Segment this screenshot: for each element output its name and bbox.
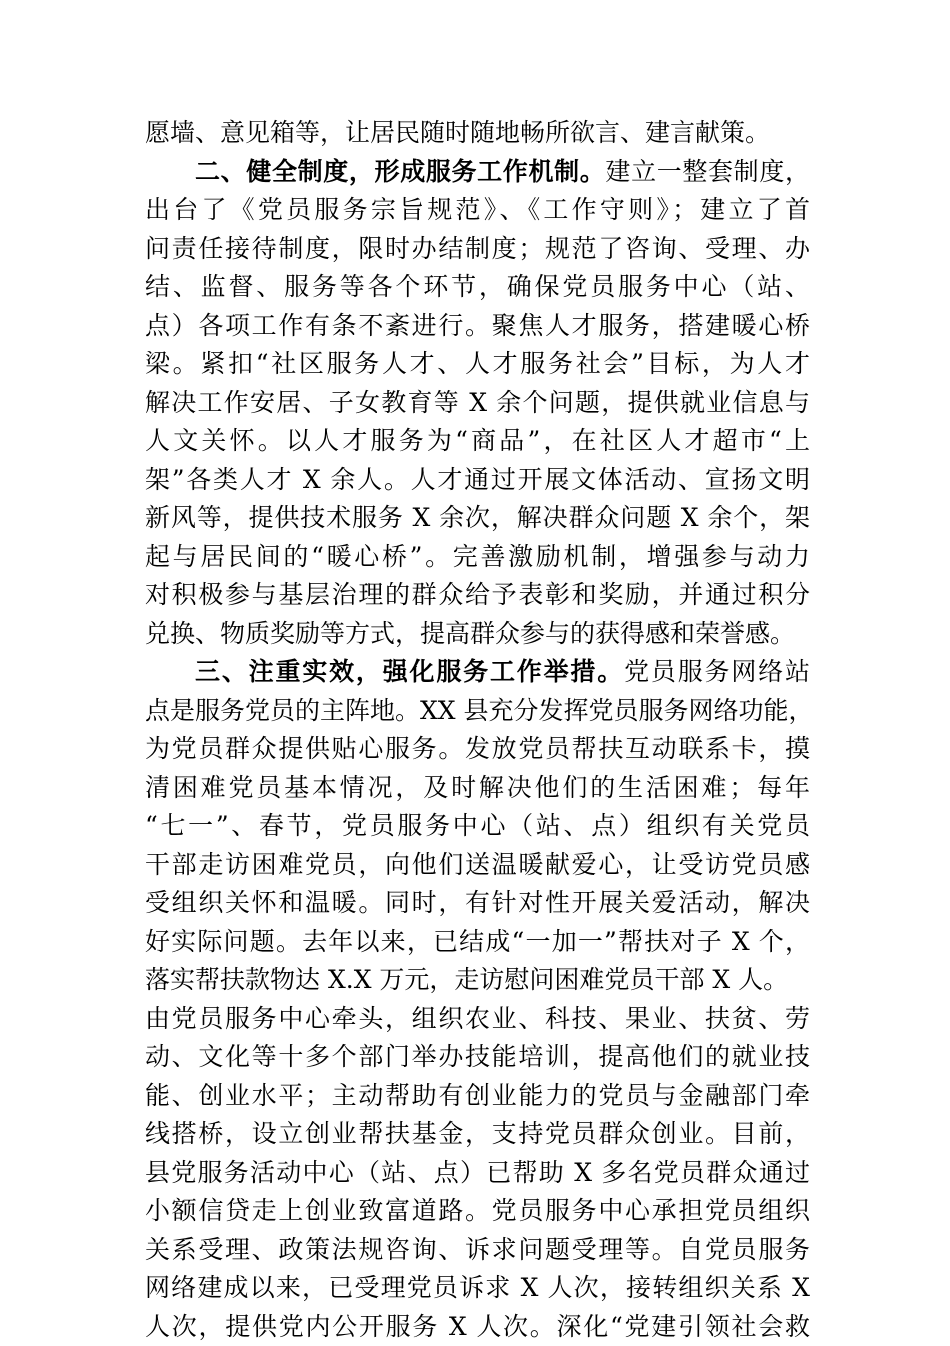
paragraph-line: 为党员群众提供贴心服务。发放党员帮扶互动联系卡，摸 — [145, 730, 810, 769]
paragraph-line: 人文关怀。以人才服务为“商品”，在社区人才超市“上 — [145, 422, 810, 461]
section-three-lead-text: 党员服务网络站 — [624, 657, 810, 686]
paragraph-line: 受组织关怀和温暖。同时，有针对性开展关爱活动，解决 — [145, 884, 810, 923]
paragraph-line: 兑换、物质奖励等方式，提高群众参与的获得感和荣誉感。 — [145, 615, 810, 654]
paragraph-line: 愿墙、意见箱等，让居民随时随地畅所欲言、建言献策。 — [145, 114, 810, 153]
paragraph-line: 清困难党员基本情况，及时解决他们的生活困难；每年 — [145, 769, 810, 808]
section-three-first-line — [145, 653, 810, 692]
paragraph-line: 出台了《党员服务宗旨规范》、《工作守则》；建立了首 — [145, 191, 810, 230]
paragraph-line: 干部走访困难党员，向他们送温暖献爱心，让受访党员感 — [145, 846, 810, 885]
paragraph-line: 能、创业水平；主动帮助有创业能力的党员与金融部门牵 — [145, 1077, 810, 1116]
paragraph-line: 结、监督、服务等各个环节，确保党员服务中心（站、 — [145, 268, 810, 307]
paragraph-line: 动、文化等十多个部门举办技能培训，提高他们的就业技 — [145, 1038, 810, 1077]
section-two-lead-text: 建立一整套制度， — [605, 157, 810, 186]
paragraph-line: 小额信贷走上创业致富道路。党员服务中心承担党员组织 — [145, 1192, 810, 1231]
paragraph-line: 新风等，提供技术服务 X 余次，解决群众问题 X 余个，架 — [145, 499, 810, 538]
paragraph-line: 由党员服务中心牵头，组织农业、科技、果业、扶贫、劳 — [145, 1000, 810, 1039]
paragraph-line: 架”各类人才 X 余人。人才通过开展文体活动、宣扬文明 — [145, 461, 810, 500]
section-three-heading: 三、注重实效，强化服务工作举措。 — [195, 657, 624, 686]
paragraph-line: 问责任接待制度，限时办结制度；规范了咨询、受理、办 — [145, 230, 810, 269]
paragraph-line: “七一”、春节，党员服务中心（站、点）组织有关党员 — [145, 807, 810, 846]
paragraph-line: 关系受理、政策法规咨询、诉求问题受理等。自党员服务 — [145, 1231, 810, 1270]
section-two-heading: 二、健全制度，形成服务工作机制。 — [195, 157, 605, 186]
paragraph-line: 人次，提供党内公开服务 X 人次。深化“党建引领社会救 — [145, 1308, 810, 1346]
paragraph-line: 线搭桥，设立创业帮扶基金，支持党员群众创业。目前， — [145, 1115, 810, 1154]
paragraph-line: 梁。紧扣“社区服务人才、人才服务社会”目标，为人才 — [145, 345, 810, 384]
paragraph-line: 点是服务党员的主阵地。XX 县充分发挥党员服务网络功能， — [145, 692, 810, 731]
paragraph-line: 好实际问题。去年以来，已结成“一加一”帮扶对子 X 个， — [145, 923, 810, 962]
section-two-first-line — [145, 153, 810, 192]
paragraph-line: 解决工作安居、子女教育等 X 余个问题，提供就业信息与 — [145, 384, 810, 423]
paragraph-line: 对积极参与基层治理的群众给予表彰和奖励，并通过积分 — [145, 576, 810, 615]
body-text — [145, 114, 810, 1346]
paragraph-line: 落实帮扶款物达 X.X 万元，走访慰问困难党员干部 X 人。 — [145, 961, 810, 1000]
paragraph-line: 县党服务活动中心（站、点）已帮助 X 多名党员群众通过 — [145, 1154, 810, 1193]
paragraph-line: 点）各项工作有条不紊进行。聚焦人才服务，搭建暖心桥 — [145, 307, 810, 346]
paragraph-line: 网络建成以来，已受理党员诉求 X 人次，接转组织关系 X — [145, 1269, 810, 1308]
paragraph-line: 起与居民间的“暖心桥”。完善激励机制，增强参与动力 — [145, 538, 810, 577]
